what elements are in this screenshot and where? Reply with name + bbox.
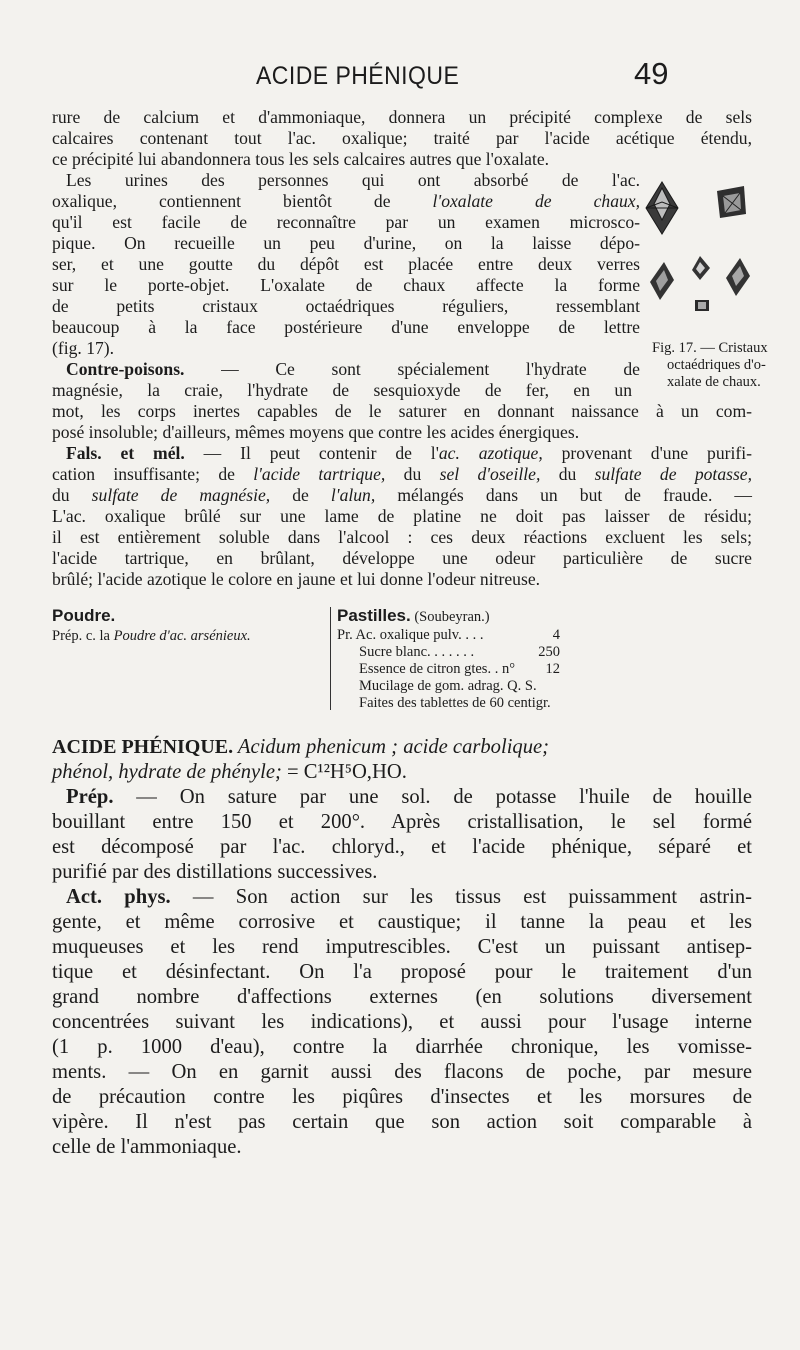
text-line: il est entièrement soluble dans l'alcool : ces deux réactions excluent les sels; — [52, 527, 752, 547]
text-line: de précaution contre les piqûres d'insectes et les morsures de — [52, 1086, 752, 1108]
text-line: Prép. — On sature par une sol. de potasse l'huile de houille — [66, 786, 752, 808]
running-header — [0, 56, 800, 102]
text-line: l'acide tartrique, en brûlant, développe une odeur particulière de sucre — [52, 548, 752, 568]
contre-poisons-line: Contre-poisons. — Ce sont spécialement l'hydrate de — [66, 359, 640, 379]
square-crystal — [717, 186, 746, 218]
caption-line: octaédriques d'o- — [667, 357, 766, 373]
recipe-row-label: Sucre blanc. . . . . . . — [359, 644, 475, 660]
text-line: bouillant entre 150 et 200°. Après cristallisation, le sel formé — [52, 811, 752, 833]
chemical-formula: = C¹²H⁵O,HO. — [281, 761, 407, 783]
text-line: qu'il est facile de reconnaître par un examen microsco- — [52, 212, 640, 232]
text-line: du sulfate de magnésie, de l'alun, mélangés dans un but de fraude. — — [52, 485, 752, 505]
text-line: sur le porte-objet. L'oxalate de chaux affecte la forme — [52, 275, 640, 295]
text-line: ments. — On en garnit aussi des flacons de poche, par mesure — [52, 1061, 752, 1083]
page-number: 49 — [634, 56, 669, 91]
small-square-crystal — [695, 300, 709, 311]
text-line: est décomposé par l'ac. chloryd., et l'acide phénique, séparé et — [52, 836, 752, 858]
text-line: Fals. et mél. — Il peut contenir de l'ac. azotique, provenant d'une purifi- — [66, 443, 752, 463]
text-line: beaucoup à la face postérieure d'une enveloppe de lettre — [52, 317, 640, 337]
text-line: grand nombre d'affections externes (en solutions diversement — [52, 986, 752, 1008]
text-line: purifié par des distillations successives. — [52, 861, 378, 883]
text-line: cation insuffisante; de l'acide tartrique, du sel d'oseille, du sulfate de potasse, — [52, 464, 753, 484]
recipe-row-value: 250 — [538, 644, 560, 660]
pastilles-heading-line: Pastilles. (Soubeyran.) — [337, 606, 490, 625]
contre-poisons-label: Contre-poisons. — [66, 359, 185, 379]
text-line: (1 p. 1000 d'eau), contre la diarrhée chronique, les vomisse- — [52, 1036, 752, 1058]
crystals-illustration — [640, 172, 760, 337]
text-line: magnésie, la craie, l'hydrate de sesquioxyde de fer, en un — [52, 380, 632, 400]
text-line: L'ac. oxalique brûlé sur une lame de platine ne doit pas laisser de résidu; — [52, 506, 752, 526]
recipe-row-label: Pr. Ac. oxalique pulv. . . . — [337, 627, 484, 643]
text-line: muqueuses et les rend imputrescibles. C'est un puissant antisep- — [52, 936, 752, 958]
recipe-row-value: 4 — [552, 627, 560, 643]
text-line: ser, et une goutte du dépôt est placée entre deux verres — [52, 254, 640, 274]
text-line: mot, les corps inertes capables de le saturer en donnant naissance à un com- — [52, 401, 752, 421]
poudre-prep: Prép. c. la Poudre d'ac. arsénieux. — [52, 628, 251, 644]
text-line: posé insoluble; d'ailleurs, mêmes moyens que contre les acides énergiques. — [52, 422, 580, 442]
text-line: de petits cristaux octaédriques réguliers, ressemblant — [52, 296, 640, 316]
entry-synonyms-line: phénol, hydrate de phényle; = C¹²H⁵O,HO. — [52, 761, 407, 783]
text-line: brûlé; l'acide azotique le colore en jaune et lui donne l'odeur nitreuse. — [52, 569, 541, 589]
caption-line: xalate de chaux. — [667, 374, 761, 390]
recipe-row-label: Faites des tablettes de 60 centigr. — [359, 695, 551, 711]
prep-label: Prép. — [66, 786, 114, 808]
act-phys-label: Act. phys. — [66, 886, 171, 908]
text-line: vipère. Il n'est pas certain que son action soit comparable à — [52, 1111, 752, 1133]
text-line: (fig. 17). — [52, 338, 115, 358]
right-octahedron-crystal — [726, 258, 750, 296]
text-line: tique et désinfectant. On l'a proposé pour le traitement d'un — [52, 961, 752, 983]
entry-heading-line: ACIDE PHÉNIQUE. Acidum phenicum ; acide carbolique; — [52, 736, 550, 758]
pastilles-heading: Pastilles. — [337, 606, 411, 625]
recipe-row-label: Essence de citron gtes. . n° — [359, 661, 515, 677]
small-octahedron-crystal — [692, 256, 710, 280]
text-line: concentrées suivant les indications), et aussi pour l'usage interne — [52, 1011, 752, 1033]
column-divider — [330, 607, 331, 710]
poudre-heading: Poudre. — [52, 606, 116, 625]
recipe-row-label: Mucilage de gom. adrag. Q. S. — [359, 678, 537, 694]
caption-line: Fig. 17. — Cristaux — [652, 340, 768, 356]
text-line: rure de calcium et d'ammoniaque, donnera un précipité complexe de sels — [52, 107, 752, 127]
left-octahedron-crystal — [650, 262, 674, 300]
entry-title: ACIDE PHÉNIQUE. — [52, 736, 234, 758]
running-title: ACIDE PHÉNIQUE — [256, 62, 460, 90]
recipe-row-value: 12 — [545, 661, 560, 677]
text-line: Les urines des personnes qui ont absorbé de l'ac. — [66, 170, 640, 190]
text-line: gente, et même corrosive et caustique; il tanne la peau et les — [52, 911, 752, 933]
text-line: calcaires contenant tout l'ac. oxalique; traité par l'acide acétique étendu, — [52, 128, 752, 148]
fals-label: Fals. et mél. — [66, 443, 185, 463]
text-line: pique. On recueille un peu d'urine, on la laisse dépo- — [52, 233, 640, 253]
text-line: Act. phys. — Son action sur les tissus est puissamment astrin- — [66, 886, 752, 908]
octahedron-crystal — [646, 182, 678, 234]
text-line: celle de l'ammoniaque. — [52, 1136, 242, 1158]
text-line: oxalique, contiennent bientôt de l'oxalate de chaux, — [52, 191, 641, 211]
text-line: ce précipité lui abandonnera tous les sels calcaires autres que l'oxalate. — [52, 149, 550, 169]
